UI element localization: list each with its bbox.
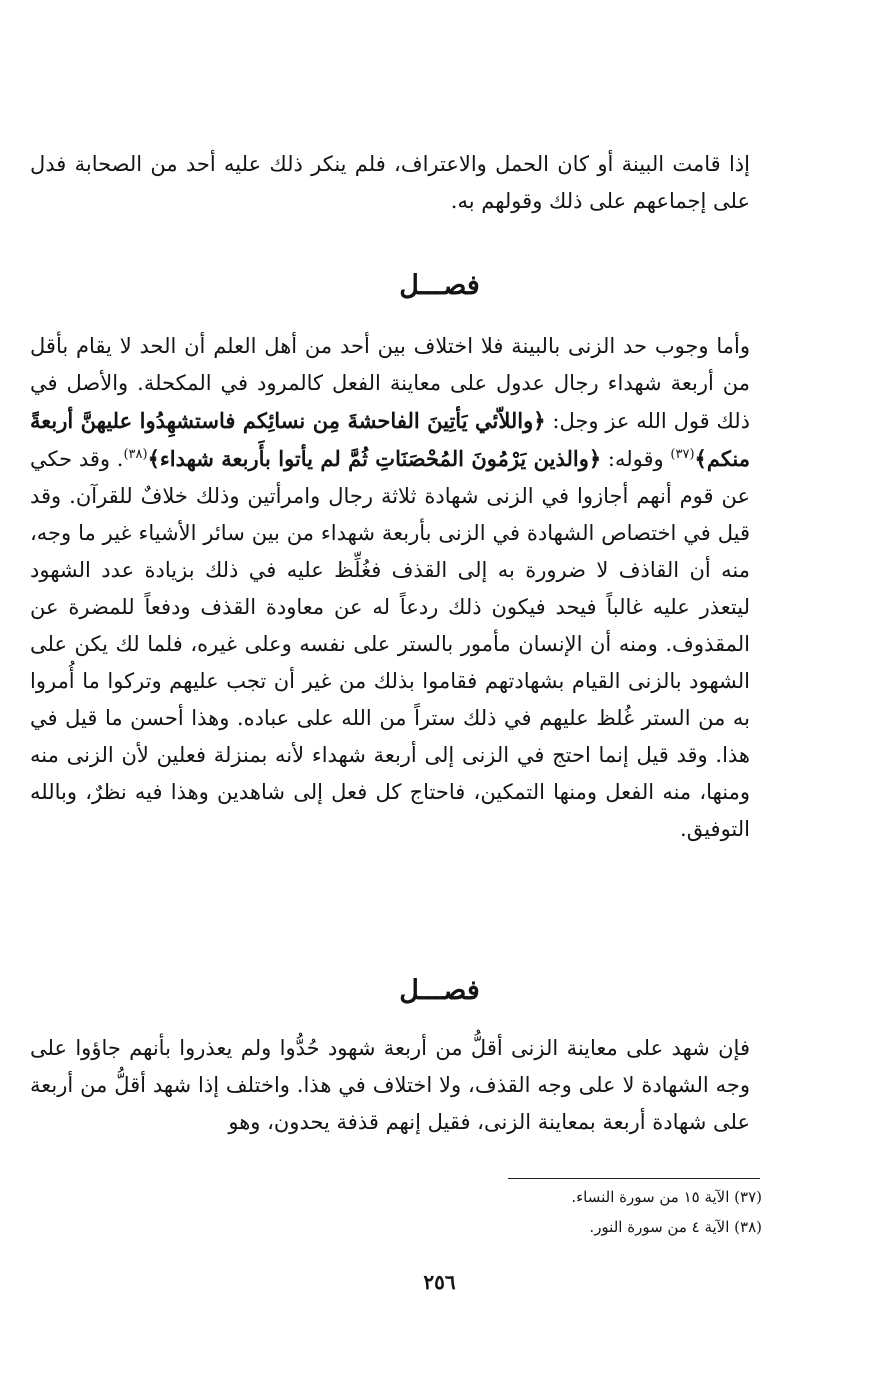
section-2-paragraph: فإن شهد على معاينة الزنى أقلُّ من أربعة شهود حُدُّوا ولم يعذروا بأنهم جاؤوا على وجه الشهادة لا على وجه القذف، ولا اختلاف في هذا. واختلف إذا شهد أقلُّ من أربعة على شهادة أربعة بمعاينة الزنى، فقيل إنهم قذفة يحدون، وهو: [30, 1036, 750, 1134]
section-1-paragraph: [30, 328, 750, 848]
paragraph-text: . وقد حكي عن قوم أنهم أجازوا في الزنى شهادة ثلاثة رجال وامرأتين وذلك خلافٌ للقرآن. وقد قيل في اختصاص الشهادة في الزنى بأربعة شهداء من بين سائر الأشياء غير ما وجه، منه أن القاذف لا ضرورة به إلى القذف فغُلِّظ عليه في ذلك بزيادة عدد الشهود ليتعذر عليه غالباً فيحد فيكون ذلك ردعاً له عن معاودة القذف ودفعاً للمضرة عن المقذوف. ومنه أن الإنسان مأمور بالستر على نفسه وعلى غيره، فلما لك يكن على الشهود بالزنى القيام بشهادتهم فقاموا بذلك من غير أن تجب عليهم وتركوا ما أُمروا به من الستر غُلظ عليهم في ذلك ستراً من الله على عباده. وهذا أحسن ما قيل في هذا. وقد قيل إنما احتج في الزنى إلى أربعة شهداء لأنه بمنزلة فعلين لأن الزنى منه ومنها، منه الفعل ومنها التمكين، فاحتاج كل فعل إلى شاهدين وهذا فيه نظرٌ، وبالله التوفيق.: [30, 447, 750, 841]
page-number: ٢٥٦: [423, 1270, 456, 1294]
paragraph-text: وأما وجوب حد الزنى بالبينة فلا اختلاف بين أحد من أهل العلم أن الحد لا يقام بأقل من أربعة شهداء رجال عدول على معاينة الفعل كالمرود في المكحلة. والأصل في ذلك قول الله عز وجل:: [30, 334, 750, 433]
quran-verse: ﴿واللاّئي يَأتِينَ الفاحشةَ مِن نسائِكم فاستشهِدُوا عليهنَّ أربعةً منكم﴾: [30, 408, 751, 471]
footnote-ref: (٣٨): [123, 447, 148, 462]
section-heading-2: فصـــل: [399, 975, 480, 1006]
footnote-ref: (٣٧): [670, 447, 695, 462]
footnote-38: (٣٨) الآية ٤ من سورة النور.: [589, 1218, 762, 1236]
footnote-37: (٣٧) الآية ١٥ من سورة النساء.: [571, 1188, 762, 1206]
intro-paragraph: إذا قامت البينة أو كان الحمل والاعتراف، فلم ينكر ذلك عليه أحد من الصحابة فدل على إجماعهم على ذلك وقولهم به.: [30, 152, 750, 213]
footnote-divider: [508, 1178, 760, 1179]
paragraph-text: وقوله:: [601, 447, 671, 471]
quran-verse: ﴿والذين يَرْمُونَ المُحْصَنَاتِ ثُمَّ لم يأتوا بأَربعة شهداء﴾: [147, 446, 602, 471]
section-heading-1: فصـــل: [399, 270, 480, 301]
